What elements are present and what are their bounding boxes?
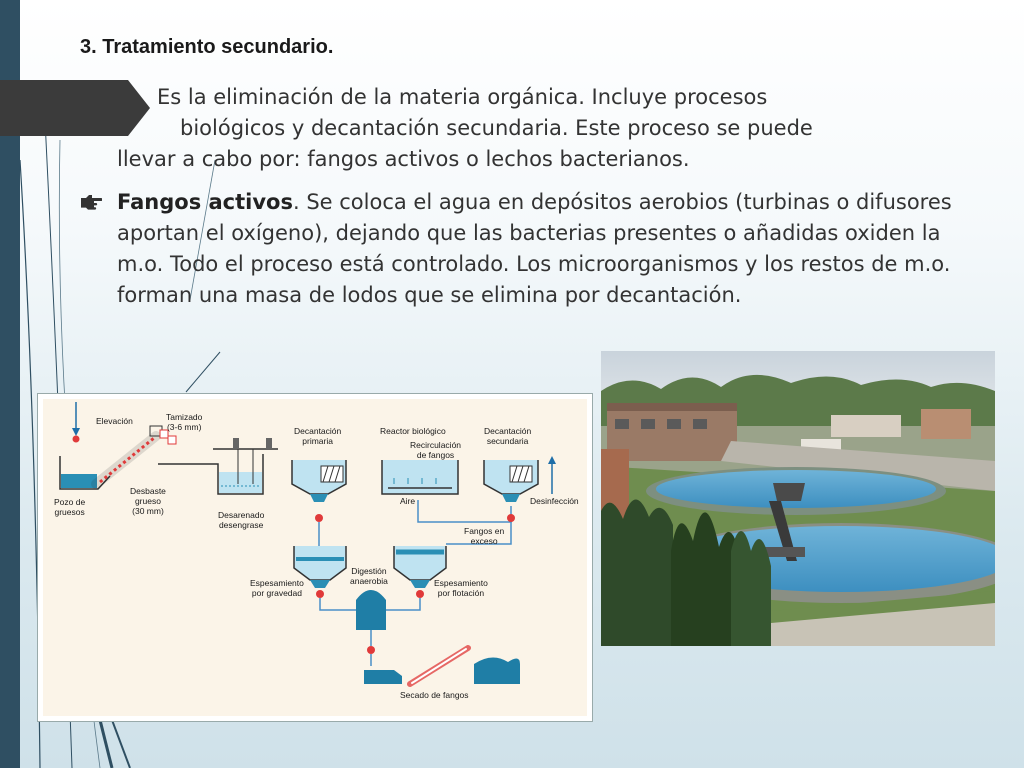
label-secado-fangos: Secado de fangos [400,690,469,700]
intro-paragraph [117,82,997,175]
bullet-description: . Se coloca el agua en depósitos aerobios (turbinas o difusores aportan el oxígeno), dejando que las bacterias presentes o añadidas oxiden la m.o. Todo el proceso está controlado. Los microorganismos y los restos de m.o. forman una masa de lodos que se elimina por decantación. [117,190,952,307]
label-espesamiento-flotacion: Espesamiento por flotación [434,578,488,598]
label-pozo-gruesos: Pozo de gruesos [54,497,86,517]
label-digestion: Digestión anaerobia [350,566,388,586]
section-heading: 3. Tratamiento secundario. [80,36,334,58]
intro-line-2: biológicos y decantación secundaria. Este proceso se puede [180,116,813,140]
label-recirculacion: Recirculación de fangos [410,440,462,460]
bullet-text [117,187,987,311]
label-fangos-exceso: Fangos en exceso [464,526,505,546]
label-aire: Aire [400,496,416,506]
label-tamizado: Tamizado (3-6 mm) [166,412,203,432]
label-elevacion: Elevación [96,416,133,426]
intro-line-3: llevar a cabo por: fangos activos o lechos bacterianos. [117,147,690,171]
treatment-plant-photo [601,351,995,646]
label-reactor-biologico: Reactor biológico [380,426,446,436]
right-pointing-hand-icon [80,193,102,211]
label-decantacion-secundaria: Decantación secundaria [484,426,532,446]
label-desbaste: Desbaste grueso (30 mm) [130,486,166,516]
label-desinfeccion: Desinfección [530,496,579,506]
label-decantacion-primaria: Decantación primaria [294,426,342,446]
label-desarenado: Desarenado desengrase [218,510,265,530]
treatment-plant-diagram [37,393,593,722]
photo-illustration [601,351,995,646]
bullet-term: Fangos activos [117,190,293,214]
intro-line-1: Es la eliminación de la materia orgánica. Incluye procesos [157,85,768,109]
label-espesamiento-gravedad: Espesamiento por gravedad [250,578,304,598]
